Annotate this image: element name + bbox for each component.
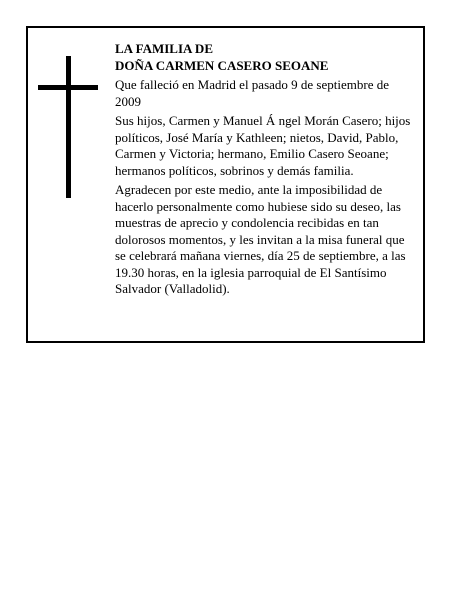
cross-vertical-bar [66,56,71,198]
family-list: Sus hijos, Carmen y Manuel Á ngel Morán Casero; hijos políticos, José María y Kathleen; nietos, David, Pablo, Carmen y Victoria; hermano, Emilio Casero Seoane; hermanos políticos, sobrinos y demás familia. [115,113,411,178]
death-statement: Que falleció en Madrid el pasado 9 de septiembre de 2009 [115,77,389,109]
cross-horizontal-bar [38,85,98,90]
deceased-name: DOÑA CARMEN CASERO SEOANE [115,57,329,73]
obituary-notice [26,26,425,343]
family-heading: LA FAMILIA DE [115,41,213,56]
notice-text [115,41,415,301]
acknowledgement-paragraph: Agradecen por este medio, ante la imposibilidad de hacerlo personalmente como hubiese sido su deseo, las muestras de aprecio y condolencia recibidas en tan dolorosos momentos, y les invitan a la misa funeral que se celebrará mañana viernes, día 25 de septiembre, a las 19.30 horas, en la iglesia parroquial de El Santísimo Salvador (Valladolid). [115,182,406,296]
